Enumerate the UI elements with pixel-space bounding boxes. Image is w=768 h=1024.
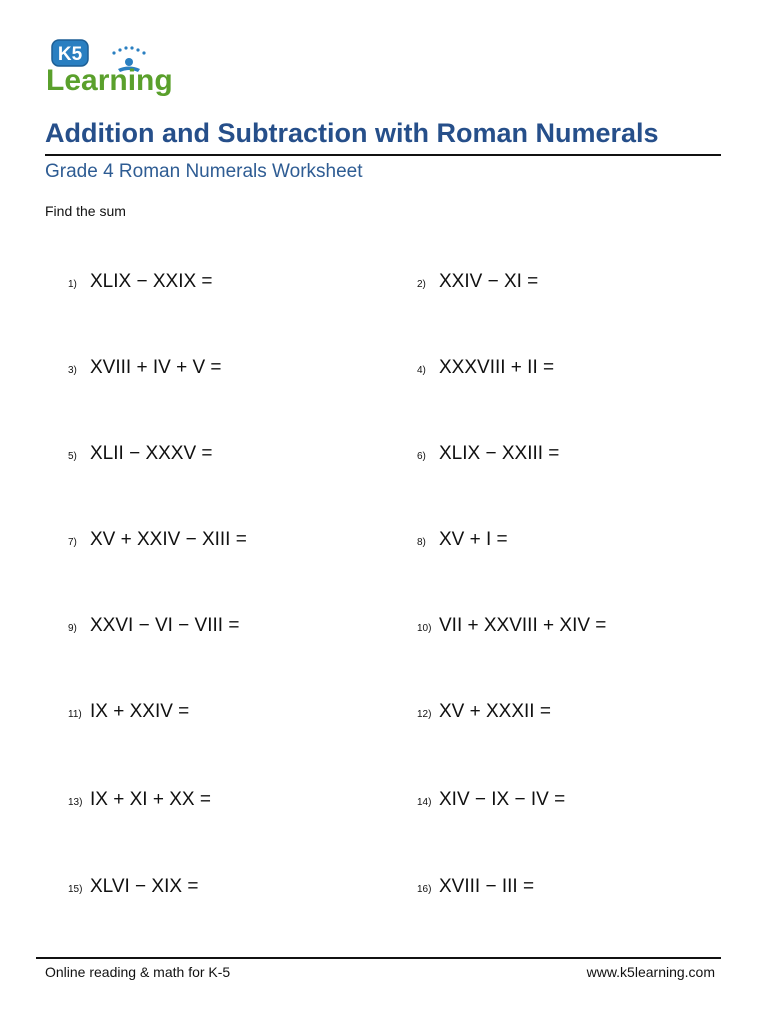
problem-number: 2) <box>417 279 426 290</box>
problem-expression: IX + XI + XX = <box>90 789 211 810</box>
problem-number: 7) <box>68 537 77 548</box>
problem-expression: XXIV − XI = <box>439 271 539 292</box>
problem-number: 8) <box>417 537 426 548</box>
problem-expression: XV + I = <box>439 529 508 550</box>
problem-expression: XVIII − III = <box>439 876 535 897</box>
problem-number: 15) <box>68 884 83 895</box>
title-divider <box>45 154 721 156</box>
problem-expression: XLVI − XIX = <box>90 876 199 897</box>
problem-expression: IX + XXIV = <box>90 701 190 722</box>
footer-tagline: Online reading & math for K-5 <box>45 964 231 980</box>
problem-number: 4) <box>417 365 426 376</box>
footer-website-link[interactable]: www.k5learning.com <box>586 964 715 980</box>
problem-expression: XV + XXIV − XIII = <box>90 529 247 550</box>
problem-expression: XLIX − XXIII = <box>439 443 560 464</box>
footer-divider <box>36 957 721 959</box>
problem-number: 5) <box>68 451 77 462</box>
k5-learning-logo <box>44 38 178 98</box>
problem-expression: XVIII + IV + V = <box>90 357 222 378</box>
problem-expression: XIV − IX − IV = <box>439 789 566 810</box>
problem-number: 16) <box>417 884 432 895</box>
problem-number: 1) <box>68 279 77 290</box>
problem-number: 11) <box>68 709 82 720</box>
problem-expression: VII + XXVIII + XIV = <box>439 615 607 636</box>
problem-number: 14) <box>417 797 432 808</box>
problem-number: 6) <box>417 451 426 462</box>
problem-number: 13) <box>68 797 83 808</box>
logo-badge-text: K5 <box>57 44 83 65</box>
problem-expression: XXVI − VI − VIII = <box>90 615 240 636</box>
logo-word-text: Learning <box>46 64 173 97</box>
instruction-text: Find the sum <box>45 203 126 219</box>
problem-number: 9) <box>68 623 77 634</box>
problem-number: 12) <box>417 709 432 720</box>
star-icons <box>112 46 145 54</box>
page-title: Addition and Subtraction with Roman Numerals <box>45 118 659 148</box>
problem-expression: XLIX − XXIX = <box>90 271 213 292</box>
problem-expression: XLII − XXXV = <box>90 443 213 464</box>
problem-number: 3) <box>68 365 77 376</box>
problem-expression: XV + XXXII = <box>439 701 551 722</box>
problem-number: 10) <box>417 623 432 634</box>
problem-expression: XXXVIII + II = <box>439 357 555 378</box>
page-subtitle: Grade 4 Roman Numerals Worksheet <box>45 161 363 182</box>
